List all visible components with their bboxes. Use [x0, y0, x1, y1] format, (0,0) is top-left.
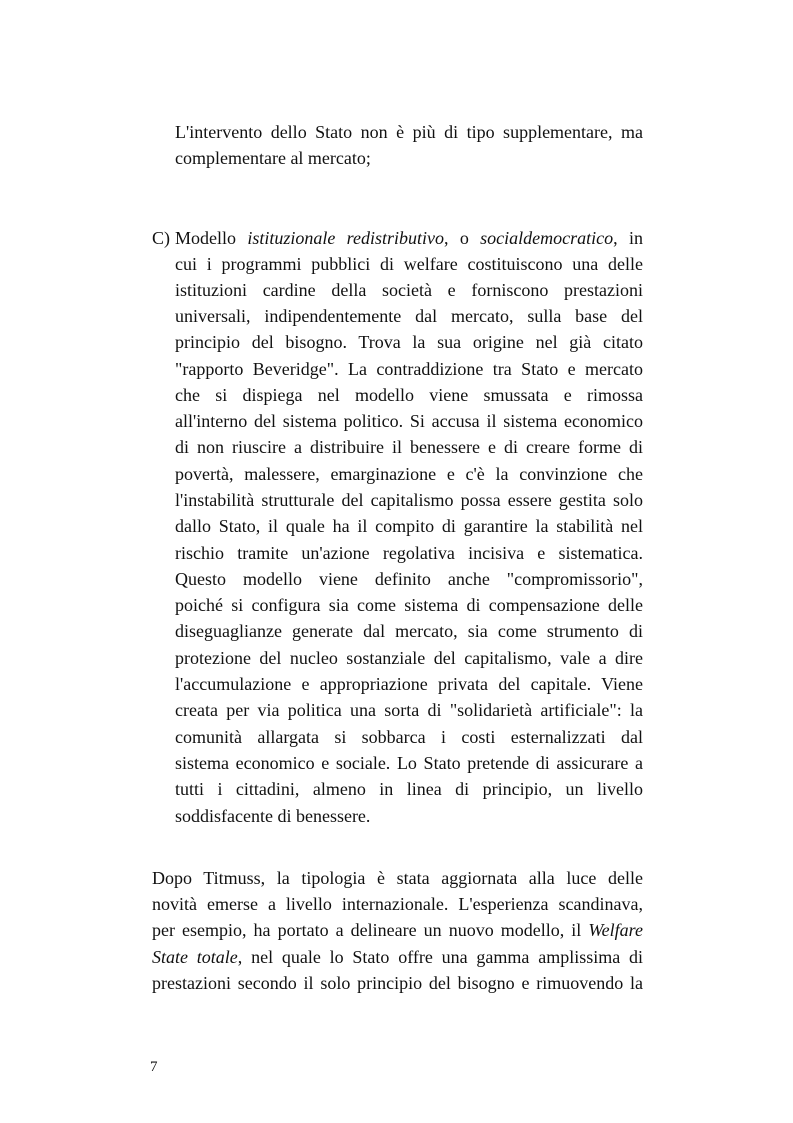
section-c-line-1: [175, 225, 643, 251]
section-c-line: sistema economico e sociale. Lo Stato pretende di assicurare a: [175, 753, 643, 773]
section-c-line: comunità allargata si sobbarca i costi esternalizzati dal: [175, 727, 643, 747]
section-c-line: protezione del nucleo sostanziale del capitalismo, vale a dire: [175, 648, 643, 668]
text-run: , nel quale lo Stato offre una gamma amplissima di: [237, 947, 643, 967]
section-c-line: dallo Stato, il quale ha il compito di garantire la stabilità nel: [175, 516, 643, 536]
closing-line-4: [152, 944, 643, 970]
italic-term: socialdemocratico: [480, 228, 614, 248]
section-c-line: universali, indipendentemente dal mercato, sulla base del: [175, 306, 643, 326]
section-c-line: creata per via politica una sorta di "solidarietà artificiale": la: [175, 700, 643, 720]
text-run: per esempio, ha portato a delineare un nuovo modello, il: [152, 920, 589, 940]
italic-term: State totale: [152, 947, 238, 967]
section-c-line: istituzioni cardine della società e forniscono prestazioni: [175, 280, 643, 300]
list-marker: C): [152, 228, 170, 248]
closing-line-5: prestazioni secondo il solo principio del bisogno e rimuovendo la: [152, 973, 643, 993]
closing-line-3: [152, 917, 643, 943]
section-c-line: povertà, malessere, emarginazione e c'è la convinzione che: [175, 464, 643, 484]
text-run: , o: [444, 228, 481, 248]
section-c-line: di non riuscire a distribuire il benessere e di creare forme di: [175, 437, 643, 457]
section-c-line: all'interno del sistema politico. Si accusa il sistema economico: [175, 411, 643, 431]
section-c-line: principio del bisogno. Trova la sua origine nel già citato: [175, 332, 643, 352]
closing-line-2: novità emerse a livello internazionale. L'esperienza scandinava,: [152, 894, 643, 914]
italic-term: Welfare: [588, 920, 643, 940]
intro-line-1: L'intervento dello Stato non è più di tipo supplementare, ma: [175, 122, 643, 142]
section-c-line: tutti i cittadini, almeno in linea di principio, un livello: [175, 779, 643, 799]
section-c-line: l'instabilità strutturale del capitalismo possa essere gestita solo: [175, 490, 643, 510]
section-c-line: rischio tramite un'azione regolativa incisiva e sistematica.: [175, 543, 643, 563]
section-c-line: "rapporto Beveridge". La contraddizione tra Stato e mercato: [175, 359, 643, 379]
section-c-line: poiché si configura sia come sistema di compensazione delle: [175, 595, 643, 615]
page-number: 7: [150, 1059, 158, 1075]
intro-line-2: complementare al mercato;: [175, 148, 371, 168]
section-c-line: diseguaglianze generate dal mercato, sia come strumento di: [175, 621, 643, 641]
section-c-line: Questo modello viene definito anche "compromissorio",: [175, 569, 643, 589]
section-c-line: che si dispiega nel modello viene smussata e rimossa: [175, 385, 643, 405]
section-c-line: l'accumulazione e appropriazione privata del capitale. Viene: [175, 674, 643, 694]
closing-line-1: Dopo Titmuss, la tipologia è stata aggiornata alla luce delle: [152, 868, 643, 888]
text-run: Modello: [175, 228, 248, 248]
italic-term: istituzionale redistributivo: [247, 228, 444, 248]
section-c-line: soddisfacente di benessere.: [175, 806, 371, 826]
text-run: , in: [613, 228, 643, 248]
section-c-line: cui i programmi pubblici di welfare costituiscono una delle: [175, 254, 643, 274]
